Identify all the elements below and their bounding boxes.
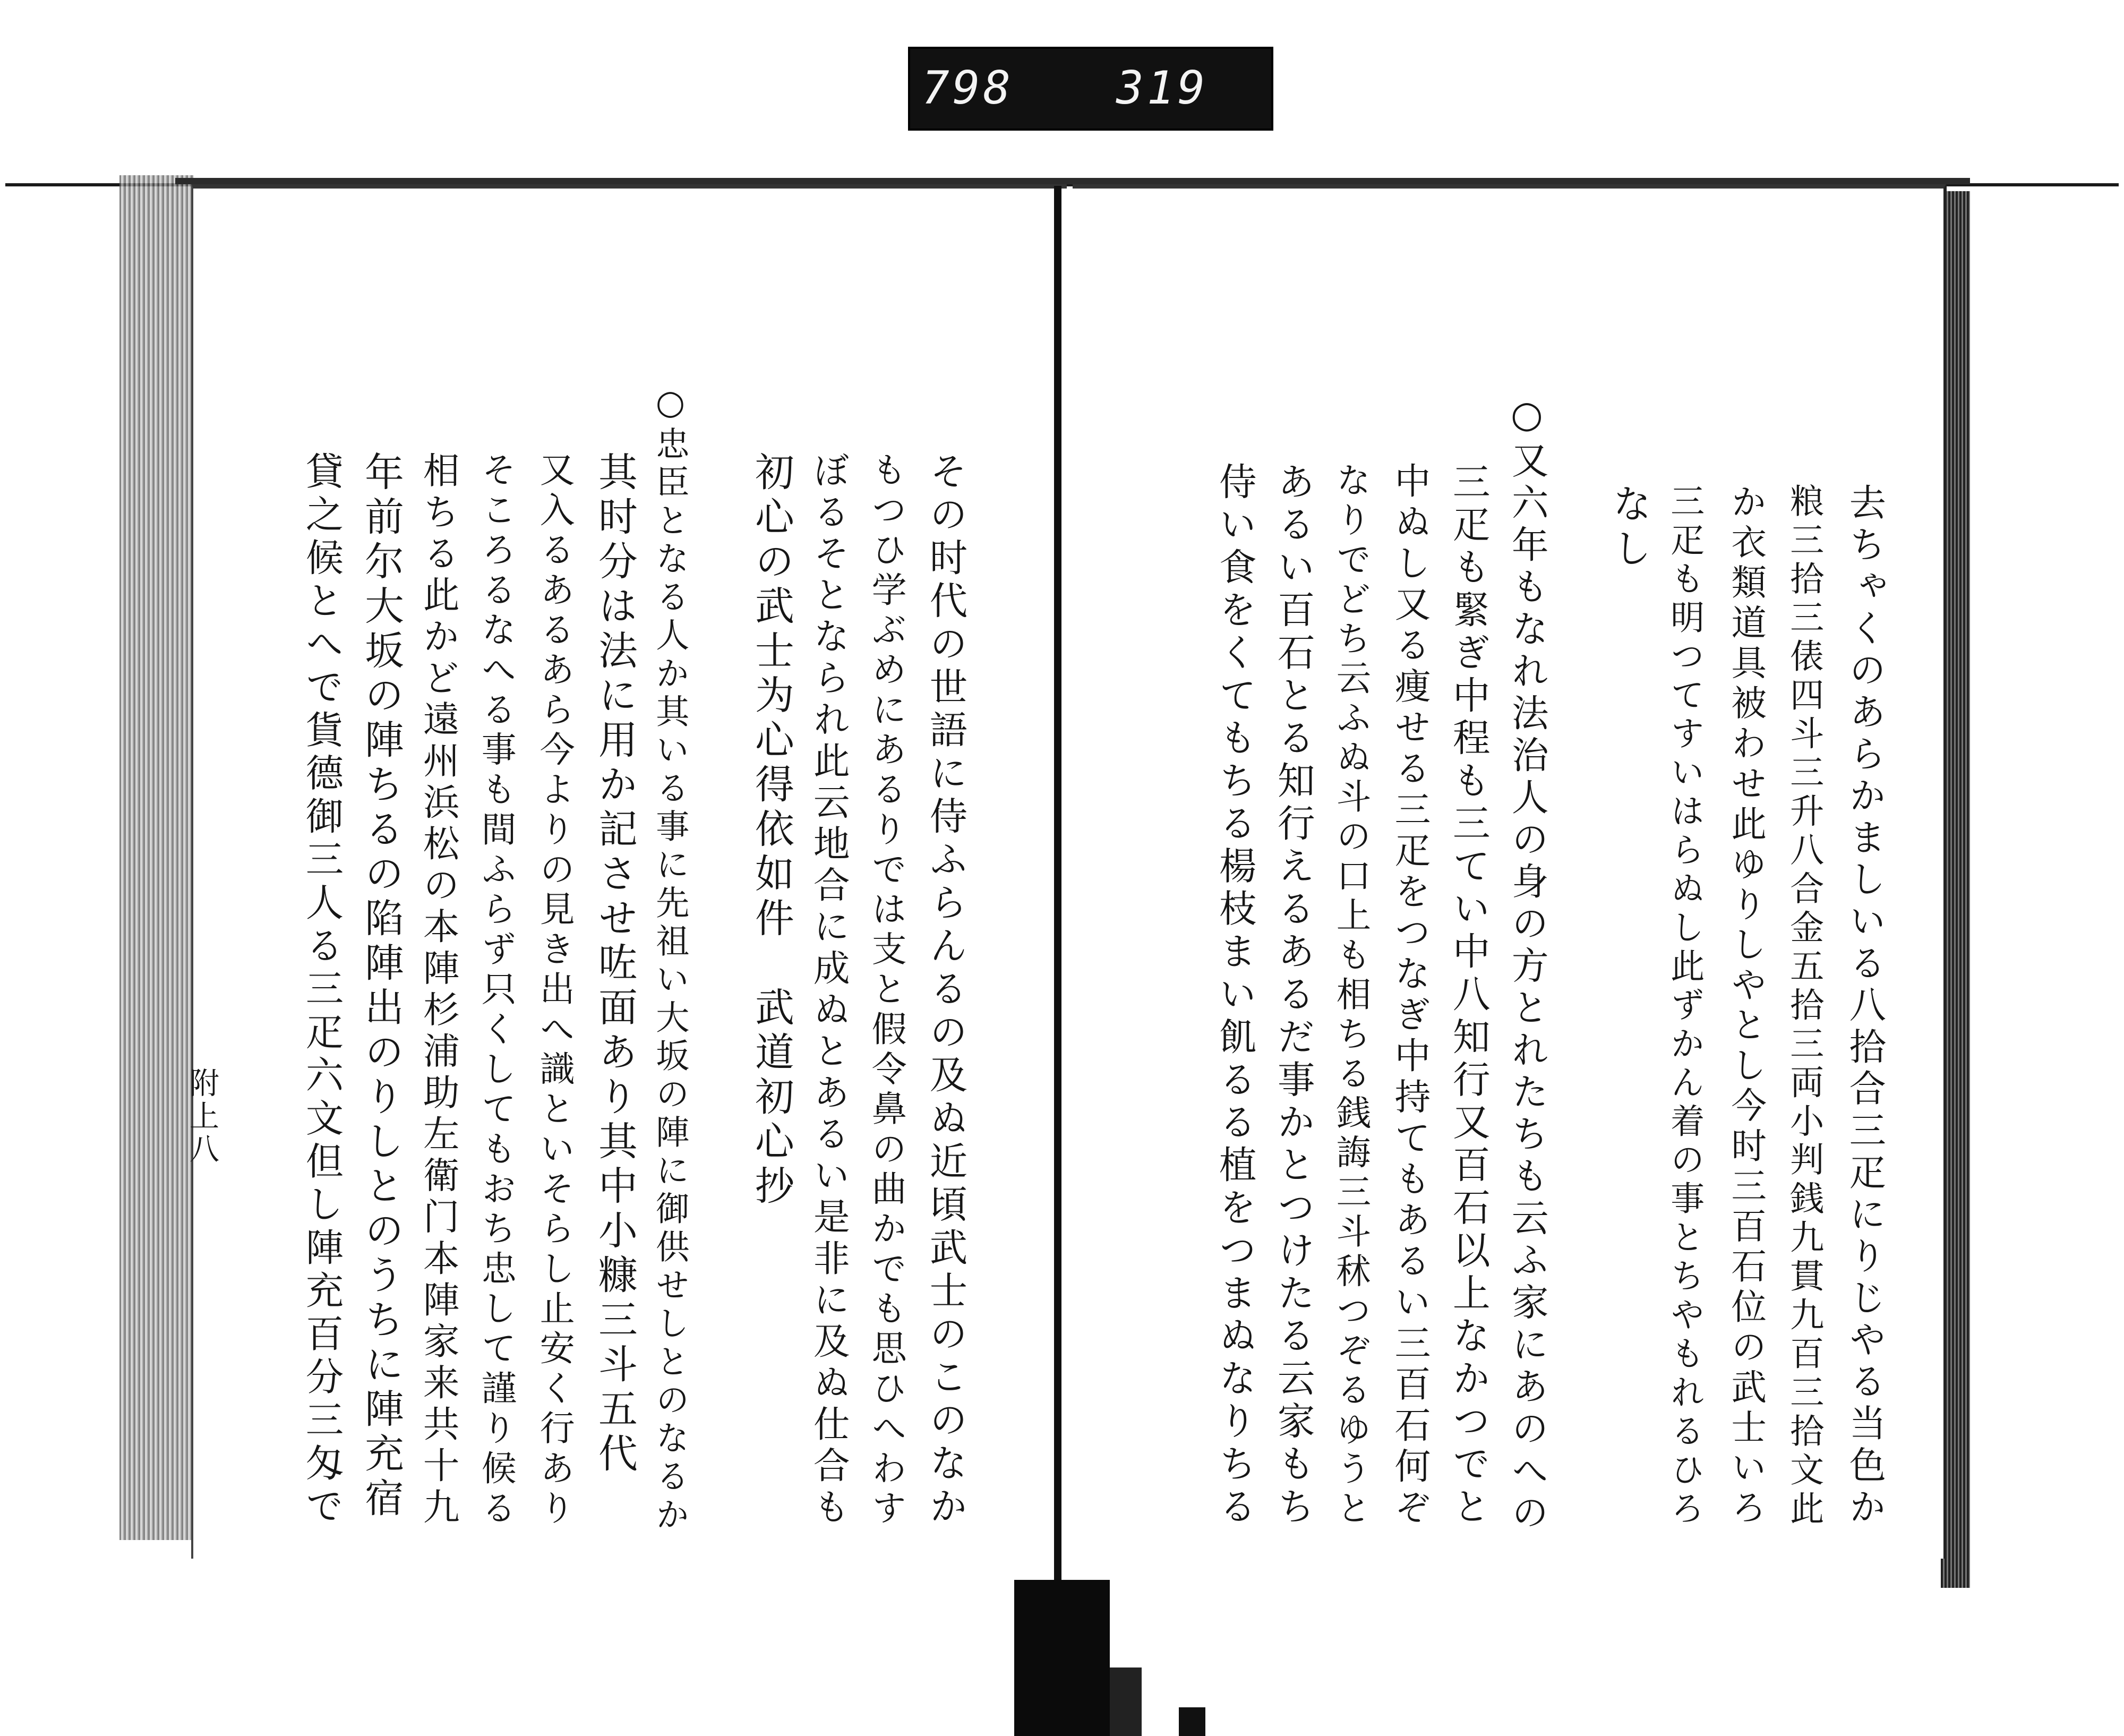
book-spine: [1054, 186, 1061, 1620]
text-column: 貸之候とへで貨德御三人る三疋六文但し陣充百分三匁で: [299, 451, 344, 1529]
text-column: 其时分は法に用か記させ咗面あり其中小糠三斗五代: [592, 451, 638, 1477]
text-column: 初心の武士为心得依如件 武道初心抄: [748, 451, 794, 1210]
text-column: ○又六年もなれ法治人の身の方とれたちも云ふ家にあのへの: [1505, 393, 1548, 1536]
stamp-number-left: 798: [922, 62, 1014, 115]
text-column: 年前尔大坂の陣ちるの陷陣出のりしとのうちに陣充宿: [358, 451, 404, 1522]
text-column: か衣類道具被わせ此ゆりしやとし今时三百石位の武士いろ: [1725, 483, 1767, 1529]
text-column: なりでどち云ふぬ斗の口上も相ちる銭誨三斗秫つぞるゆうと: [1330, 462, 1371, 1529]
text-column: ○忠臣となる人か其いる事に先祖い大坂の陣に御供せしとのなるか: [650, 382, 690, 1535]
text-column: なし: [1606, 483, 1652, 572]
folio-number: 附上八: [185, 1067, 219, 1166]
text-column: あるい百石とる知行えるあるだ事かとつけたる云家もち: [1271, 462, 1316, 1529]
spine-shadow-step: [1110, 1667, 1142, 1736]
text-column: 三疋も明つてすいはらぬし此ずかん着の事とちやもれるひろ: [1665, 483, 1705, 1529]
text-column: そころるなへる事も間ふらず只くしてもおち忠して謹り候る: [475, 451, 517, 1529]
text-column: 相ちる此かど遠州浜松の本陣杉浦助左衛门本陣家来共十九: [416, 451, 459, 1529]
text-column: ぼるそとなられ此云地合に成ぬとあるい是非に及ぬ仕合も: [807, 451, 850, 1529]
ink-blot: [1179, 1707, 1205, 1736]
spine-shadow: [1014, 1580, 1110, 1736]
page-top-edge: [175, 178, 1970, 184]
text-column: 粮三拾三俵四斗三升八合金五拾三両小判銭九貫九百三拾文此: [1784, 483, 1825, 1529]
text-column: 三疋も緊ぎ中程も三てい中八知行又百石以上なかつでと: [1446, 462, 1491, 1529]
text-column: もつひ学ぶめにあるりでは支と假令鼻の曲かでも思ひへわす: [866, 451, 907, 1529]
left-page-edge: [119, 175, 194, 1540]
text-column: 去ちゃくのあらかましいる八拾合三疋にりじやる当色か: [1843, 483, 1886, 1529]
stamp-number-right: 319: [1116, 62, 1209, 115]
text-column: 中ぬし又る痩せる三疋をつなぎ中持てもあるい三百石何ぞ: [1389, 462, 1431, 1529]
text-column: 侍い食をくてもちる楊枝まい飢るる植をつまぬなりちる: [1213, 462, 1257, 1529]
text-column: 又入るあるあら今よりの見き出へ識といそらし止安く行あり: [534, 451, 575, 1529]
catalogue-stamp: [908, 47, 1273, 131]
text-column: その时代の世語に侍ふらんるの及ぬ近頃武士のこのなか: [923, 451, 968, 1529]
